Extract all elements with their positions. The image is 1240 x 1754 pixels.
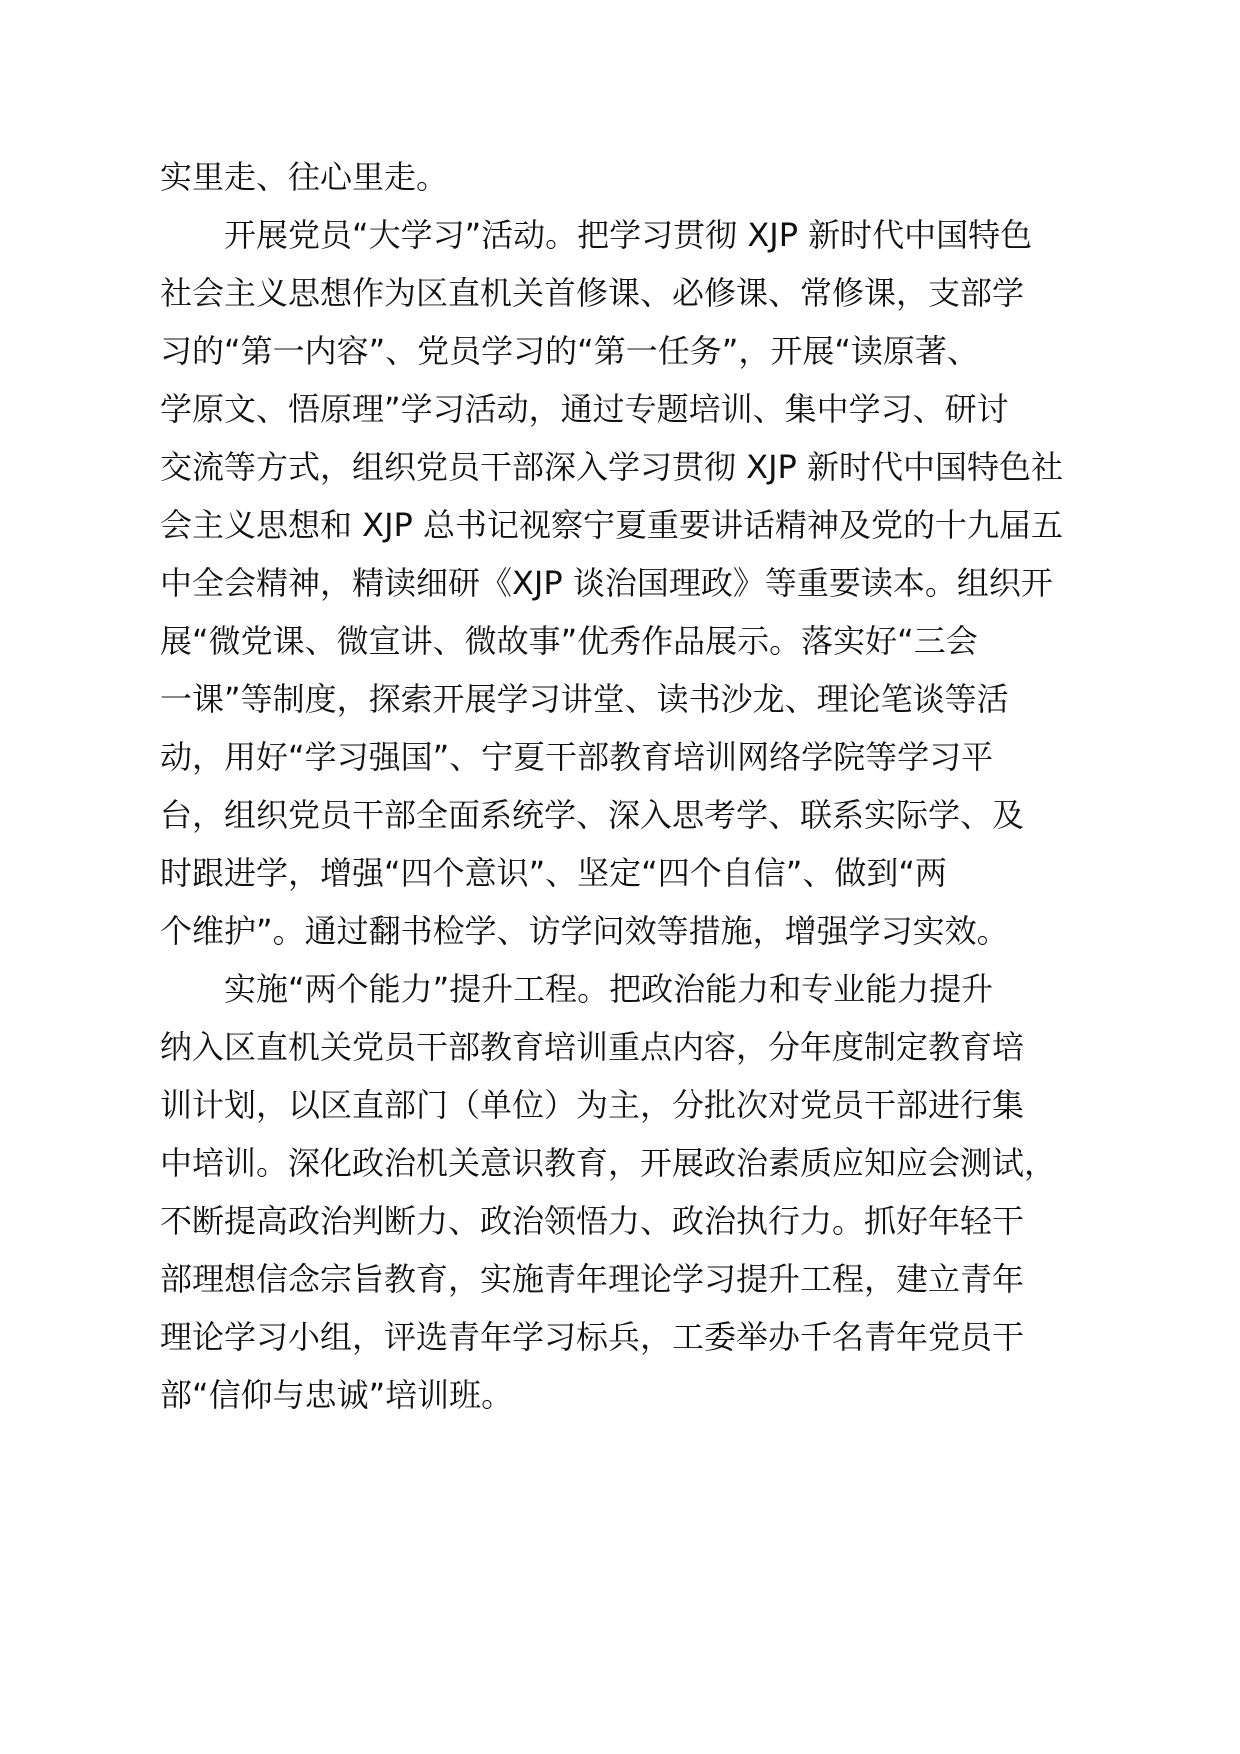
text-line: 习的“第一内容”、党员学习的“第一任务”，开展“读原著、	[160, 332, 979, 370]
text-line: 社会主义思想作为区直机关首修课、必修课、常修课，支部学	[160, 274, 1025, 312]
text-line: 一课”等制度，探索开展学习讲堂、读书沙龙、理论笔谈等活	[160, 680, 1009, 718]
text-line: 中全会精神，精读细研《XJP 谈治国理政》等重要读本。组织开	[160, 564, 1053, 602]
text-line: 台，组织党员干部全面系统学、深入思考学、联系实际学、及	[160, 796, 1025, 834]
text-line: 训计划，以区直部门（单位）为主，分批次对党员干部进行集	[160, 1086, 1025, 1124]
text-line: 会主义思想和 XJP 总书记视察宁夏重要讲话精神及党的十九届五	[160, 506, 1064, 544]
text-line: 实里走、往心里走。	[160, 158, 449, 196]
text-line: 不断提高政治判断力、政治领悟力、政治执行力。抓好年轻干	[160, 1202, 1025, 1240]
text-line: 动，用好“学习强国”、宁夏干部教育培训网络学院等学习平	[160, 738, 994, 776]
text-line: 中培训。深化政治机关意识教育，开展政治素质应知应会测试，	[160, 1144, 1057, 1182]
text-line: 理论学习小组，评选青年学习标兵，工委举办千名青年党员干	[160, 1318, 1025, 1356]
text-line: 部“信仰与忠诚”培训班。	[160, 1376, 514, 1414]
paragraph-first-line: 开展党员“大学习”活动。把学习贯彻 XJP 新时代中国特色	[224, 216, 1033, 254]
text-line: 时跟进学，增强“四个意识”、坚定“四个自信”、做到“两	[160, 854, 947, 892]
text-line: 交流等方式，组织党员干部深入学习贯彻 XJP 新时代中国特色社	[160, 448, 1064, 486]
text-line: 纳入区直机关党员干部教育培训重点内容，分年度制定教育培	[160, 1028, 1025, 1066]
text-line: 部理想信念宗旨教育，实施青年理论学习提升工程，建立青年	[160, 1260, 1025, 1298]
text-line: 个维护”。通过翻书检学、访学问效等措施，增强学习实效。	[160, 912, 1009, 950]
text-line: 学原文、悟原理”学习活动，通过专题培训、集中学习、研讨	[160, 390, 1009, 428]
paragraph-first-line: 实施“两个能力”提升工程。把政治能力和专业能力提升	[224, 970, 994, 1008]
text-line: 展“微党课、微宣讲、微故事”优秀作品展示。落实好“三会	[160, 622, 978, 660]
